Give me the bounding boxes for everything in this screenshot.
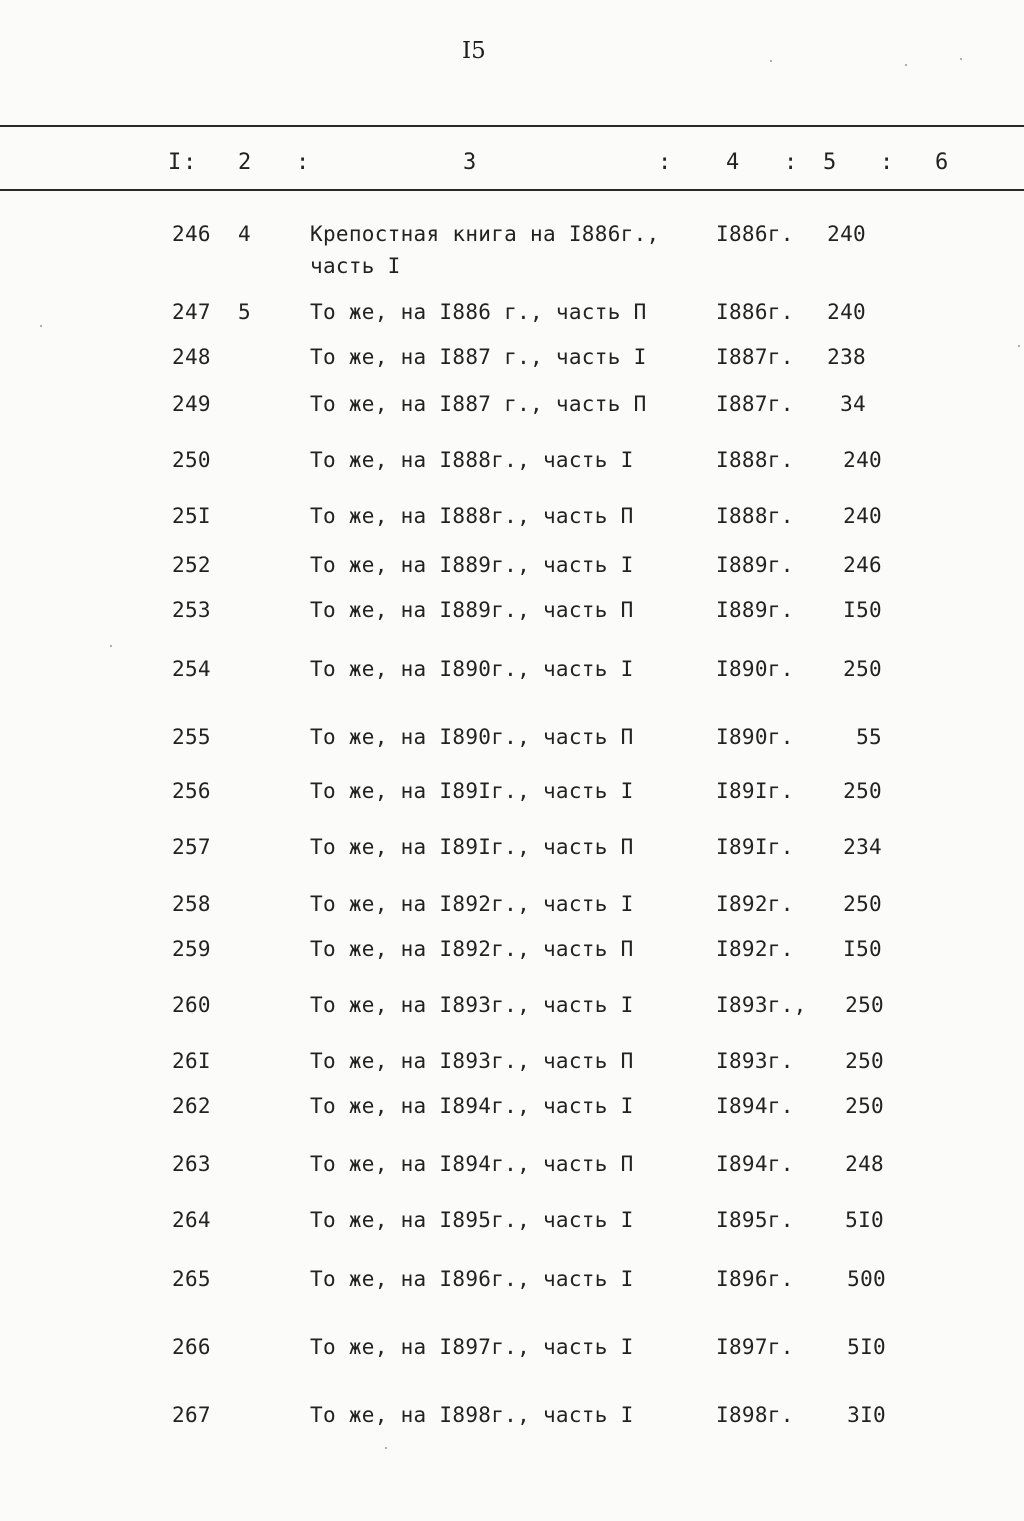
item-sheet-count: 250	[843, 892, 882, 916]
item-title: То же, на I890г., часть П	[310, 725, 634, 749]
item-title: То же, на I887 г., часть I	[310, 345, 647, 369]
item-number: 262	[172, 1094, 211, 1118]
item-sheet-count: 240	[827, 222, 866, 246]
item-date: I897г.	[716, 1335, 794, 1359]
item-sheet-count: 240	[827, 300, 866, 324]
item-date: I89Iг.	[716, 779, 794, 803]
item-sheet-count: 250	[845, 993, 884, 1017]
item-date: I892г.	[716, 892, 794, 916]
item-title: То же, на I893г., часть I	[310, 993, 634, 1017]
header-separator: :	[183, 150, 197, 175]
box-number: 4	[238, 222, 251, 246]
item-date: I892г.	[716, 937, 794, 961]
item-sheet-count: 234	[843, 835, 882, 859]
item-date: I894г.	[716, 1094, 794, 1118]
item-title: То же, на I898г., часть I	[310, 1403, 634, 1427]
item-number: 253	[172, 598, 211, 622]
header-col-5: 5	[823, 150, 837, 175]
table-header-rule	[0, 189, 1024, 191]
header-separator: :	[784, 150, 798, 175]
item-title: То же, на I889г., часть I	[310, 553, 634, 577]
item-date: I889г.	[716, 553, 794, 577]
item-number: 250	[172, 448, 211, 472]
scan-speck	[1018, 345, 1020, 347]
item-date: I888г.	[716, 448, 794, 472]
item-title: То же, на I892г., часть I	[310, 892, 634, 916]
item-number: 264	[172, 1208, 211, 1232]
item-date: I887г.	[716, 392, 794, 416]
item-sheet-count: 34	[840, 392, 866, 416]
item-date: I893г.,	[716, 993, 807, 1017]
item-date: I886г.	[716, 300, 794, 324]
item-date: I889г.	[716, 598, 794, 622]
item-sheet-count: 240	[843, 504, 882, 528]
item-date: I887г.	[716, 345, 794, 369]
item-sheet-count: 3I0	[847, 1403, 886, 1427]
item-number: 256	[172, 779, 211, 803]
item-number: 255	[172, 725, 211, 749]
item-number: 25I	[172, 504, 211, 528]
item-title: То же, на I897г., часть I	[310, 1335, 634, 1359]
item-number: 249	[172, 392, 211, 416]
item-title	[310, 222, 659, 278]
item-date: I893г.	[716, 1049, 794, 1073]
item-title: То же, на I889г., часть П	[310, 598, 634, 622]
item-sheet-count: 250	[843, 657, 882, 681]
item-number: 258	[172, 892, 211, 916]
header-col-4: 4	[726, 150, 740, 175]
item-sheet-count: 250	[845, 1049, 884, 1073]
item-date: I895г.	[716, 1208, 794, 1232]
item-title: То же, на I894г., часть П	[310, 1152, 634, 1176]
item-number: 248	[172, 345, 211, 369]
item-sheet-count: 5I0	[847, 1335, 886, 1359]
item-date: I89Iг.	[716, 835, 794, 859]
item-title: То же, на I892г., часть П	[310, 937, 634, 961]
item-number: 267	[172, 1403, 211, 1427]
item-number: 26I	[172, 1049, 211, 1073]
item-title: То же, на I886 г., часть П	[310, 300, 647, 324]
item-title: То же, на I887 г., часть П	[310, 392, 647, 416]
item-number: 257	[172, 835, 211, 859]
item-title-continuation: часть I	[310, 254, 401, 278]
item-sheet-count: 250	[843, 779, 882, 803]
header-col-3: 3	[463, 150, 477, 175]
item-number: 252	[172, 553, 211, 577]
item-title-line: Крепостная книга на I886г.,	[310, 222, 660, 246]
item-sheet-count: 240	[843, 448, 882, 472]
item-number: 260	[172, 993, 211, 1017]
item-number: 259	[172, 937, 211, 961]
header-separator: :	[296, 150, 310, 175]
item-date: I890г.	[716, 657, 794, 681]
item-title: То же, на I893г., часть П	[310, 1049, 634, 1073]
item-title: То же, на I89Iг., часть П	[310, 835, 634, 859]
box-number: 5	[238, 300, 251, 324]
item-number: 254	[172, 657, 211, 681]
header-col-1: I	[168, 150, 182, 175]
header-col-2: 2	[238, 150, 252, 175]
item-title: То же, на I89Iг., часть I	[310, 779, 634, 803]
item-sheet-count: 55	[856, 725, 882, 749]
item-sheet-count: 238	[827, 345, 866, 369]
item-title: То же, на I888г., часть П	[310, 504, 634, 528]
item-sheet-count: 500	[847, 1267, 886, 1291]
scan-speck	[40, 325, 42, 327]
item-number: 266	[172, 1335, 211, 1359]
scan-speck	[960, 58, 962, 60]
item-number: 247	[172, 300, 211, 324]
scan-speck	[770, 60, 772, 62]
item-date: I886г.	[716, 222, 794, 246]
item-sheet-count: 246	[843, 553, 882, 577]
item-date: I896г.	[716, 1267, 794, 1291]
scan-speck	[905, 64, 907, 66]
item-sheet-count: 248	[845, 1152, 884, 1176]
header-col-6: 6	[935, 150, 949, 175]
item-title: То же, на I888г., часть I	[310, 448, 634, 472]
item-date: I890г.	[716, 725, 794, 749]
scan-speck	[110, 645, 112, 647]
page-number: I5	[462, 38, 486, 64]
header-separator: :	[880, 150, 894, 175]
item-sheet-count: I50	[843, 598, 882, 622]
item-title: То же, на I890г., часть I	[310, 657, 634, 681]
item-title: То же, на I896г., часть I	[310, 1267, 634, 1291]
item-title: То же, на I894г., часть I	[310, 1094, 634, 1118]
item-date: I898г.	[716, 1403, 794, 1427]
item-sheet-count: 5I0	[845, 1208, 884, 1232]
item-number: 263	[172, 1152, 211, 1176]
item-number: 246	[172, 222, 211, 246]
item-date: I888г.	[716, 504, 794, 528]
item-sheet-count: 250	[845, 1094, 884, 1118]
header-separator: :	[658, 150, 672, 175]
scan-speck	[385, 1447, 387, 1449]
item-sheet-count: I50	[843, 937, 882, 961]
item-number: 265	[172, 1267, 211, 1291]
item-title: То же, на I895г., часть I	[310, 1208, 634, 1232]
item-date: I894г.	[716, 1152, 794, 1176]
table-top-rule	[0, 125, 1024, 127]
